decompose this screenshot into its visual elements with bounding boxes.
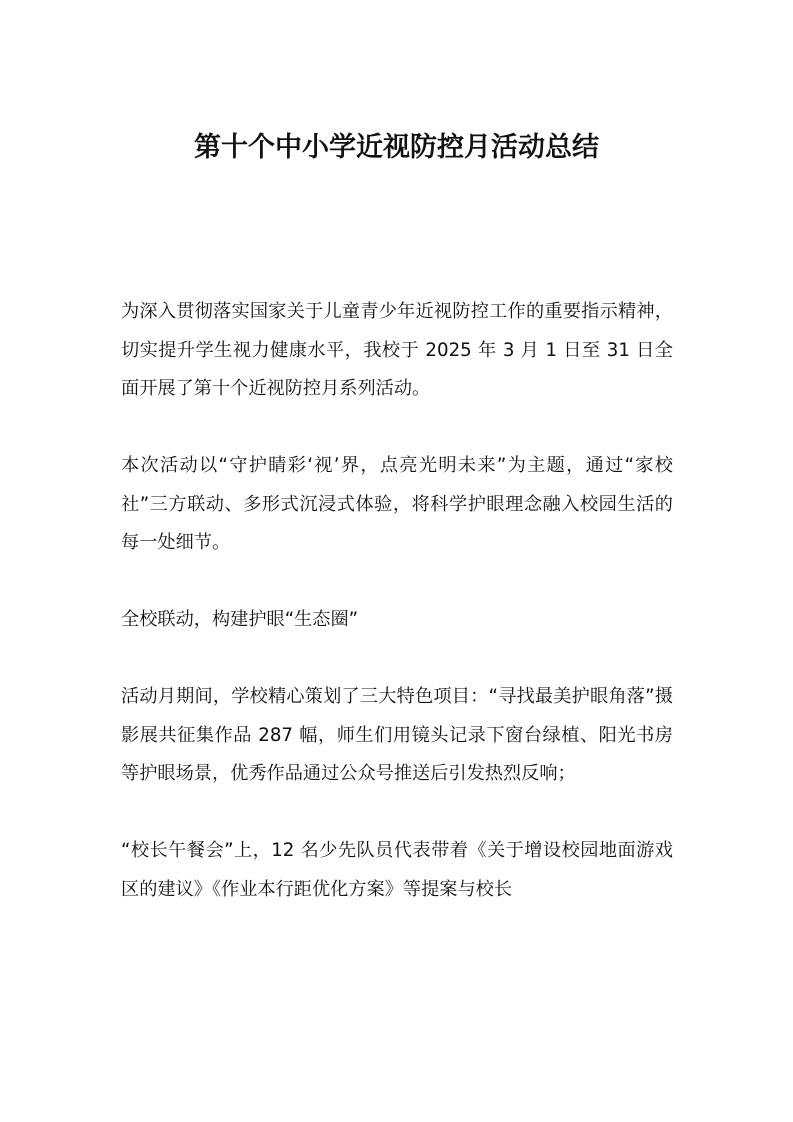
document-body [121, 293, 673, 948]
paragraph-projects: 活动月期间，学校精心策划了三大特色项目：“寻找最美护眼角落”摄影展共征集作品 287 幅，师生们用镜头记录下窗台绿植、阳光书房等护眼场景，优秀作品通过公众号推送后引发热烈反响； [121, 686, 673, 784]
section-heading: 全校联动，构建护眼“生态圈” [121, 609, 359, 630]
paragraph-lunch-meeting: “校长午餐会”上，12 名少先队员代表带着《关于增设校园地面游戏区的建议》《作业本行距优化方案》等提案与校长 [121, 840, 673, 900]
paragraph-theme: 本次活动以“守护睛彩‘视’界，点亮光明未来”为主题，通过“家校社”三方联动、多形式沉浸式体验，将科学护眼理念融入校园生活的每一处细节。 [121, 455, 673, 553]
document-title: 第十个中小学近视防控月活动总结 [194, 132, 599, 163]
paragraph-intro: 为深入贯彻落实国家关于儿童青少年近视防控工作的重要指示精神，切实提升学生视力健康水平，我校于 2025 年 3 月 1 日至 31 日全面开展了第十个近视防控月系列活动。 [121, 301, 673, 399]
